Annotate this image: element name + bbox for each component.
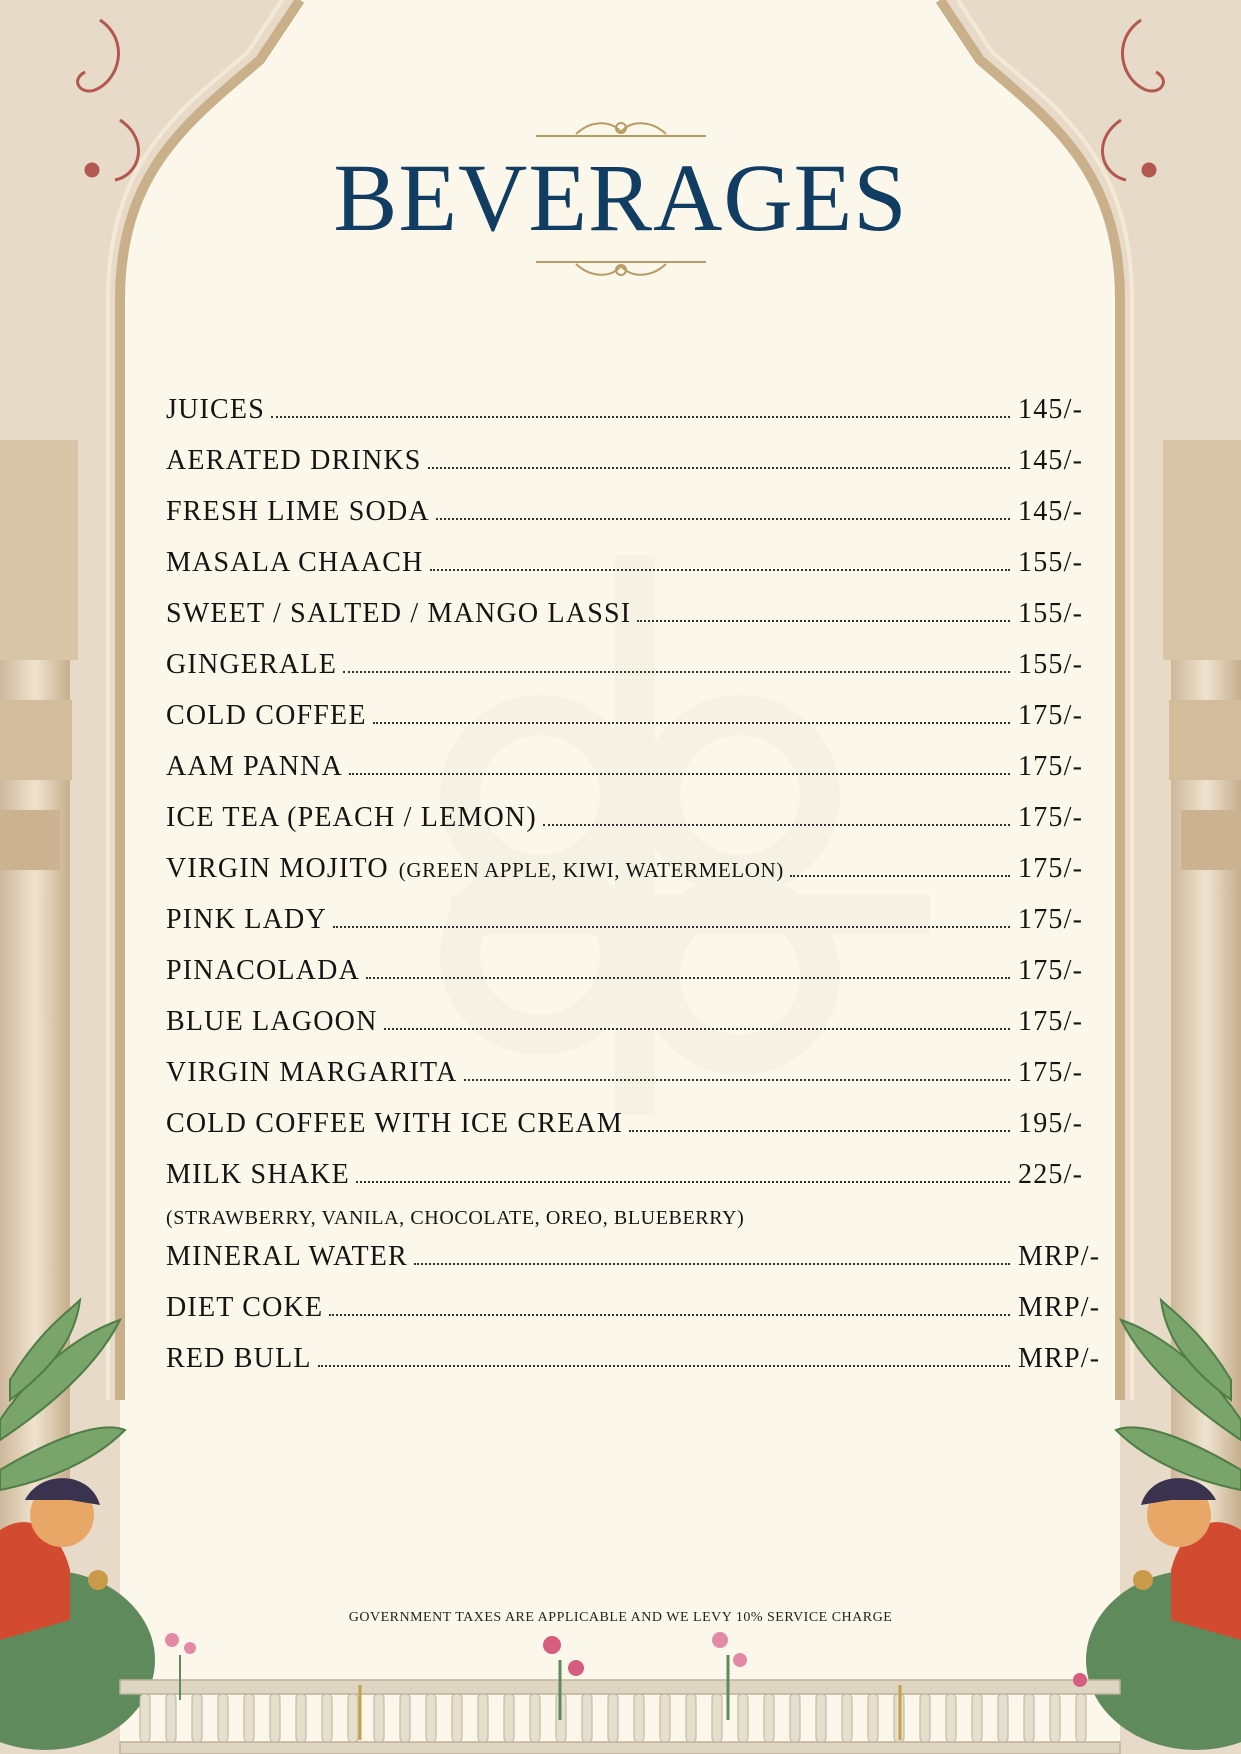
item-name: DIET COKE	[166, 1292, 324, 1323]
item-price: MRP/-	[1018, 1343, 1101, 1374]
item-price: 145/-	[1018, 496, 1084, 527]
dot-leader	[414, 1263, 1010, 1265]
item-price: 175/-	[1018, 802, 1084, 833]
item-name: AERATED DRINKS	[166, 445, 422, 476]
top-flourish-ornament	[536, 118, 706, 142]
menu-item	[166, 1108, 1106, 1159]
menu-item	[166, 853, 1106, 904]
menu-item	[166, 394, 1106, 445]
item-name: COLD COFFEE WITH ICE CREAM	[166, 1108, 623, 1139]
dot-leader	[318, 1365, 1010, 1367]
item-price: 175/-	[1018, 1057, 1084, 1088]
item-price: 175/-	[1018, 853, 1084, 884]
item-price: 155/-	[1018, 598, 1084, 629]
item-name: VIRGIN MARGARITA	[166, 1057, 458, 1088]
dot-leader	[790, 875, 1010, 877]
menu-item	[166, 1006, 1106, 1057]
menu-item	[166, 547, 1106, 598]
item-price: MRP/-	[1018, 1292, 1101, 1323]
menu-item	[166, 1292, 1106, 1343]
dot-leader	[349, 773, 1010, 775]
beverage-list	[166, 394, 1106, 1394]
item-name: JUICES	[166, 394, 265, 425]
item-name: VIRGIN MOJITO	[166, 853, 389, 884]
item-price: 175/-	[1018, 955, 1084, 986]
menu-item	[166, 904, 1106, 955]
item-price: 175/-	[1018, 700, 1084, 731]
menu-item	[166, 1241, 1106, 1292]
item-price: 145/-	[1018, 394, 1084, 425]
item-name: FRESH LIME SODA	[166, 496, 430, 527]
dot-leader	[464, 1079, 1010, 1081]
item-price: 195/-	[1018, 1108, 1084, 1139]
dot-leader	[373, 722, 1010, 724]
item-price: 155/-	[1018, 649, 1084, 680]
item-price: MRP/-	[1018, 1241, 1101, 1272]
menu-item	[166, 496, 1106, 547]
menu-item	[166, 700, 1106, 751]
balusters	[140, 1694, 1086, 1742]
item-name: BLUE LAGOON	[166, 1006, 378, 1037]
dot-leader	[366, 977, 1010, 979]
dot-leader	[629, 1130, 1010, 1132]
dot-leader	[637, 620, 1010, 622]
menu-item	[166, 598, 1106, 649]
item-price: 175/-	[1018, 751, 1084, 782]
item-price: 145/-	[1018, 445, 1084, 476]
dot-leader	[271, 416, 1010, 418]
bottom-flourish-ornament	[536, 256, 706, 280]
menu-item	[166, 1057, 1106, 1108]
dot-leader	[428, 467, 1010, 469]
dot-leader	[430, 569, 1010, 571]
menu-item	[166, 445, 1106, 496]
dot-leader	[333, 926, 1010, 928]
menu-item	[166, 1343, 1106, 1394]
menu-item	[166, 649, 1106, 700]
item-name: COLD COFFEE	[166, 700, 367, 731]
page-title: BEVERAGES	[333, 144, 908, 251]
tax-footer-note: GOVERNMENT TAXES ARE APPLICABLE AND WE LEVY 10% SERVICE CHARGE	[348, 1610, 893, 1625]
item-name: PINK LADY	[166, 904, 327, 935]
menu-item	[166, 802, 1106, 853]
item-name: ICE TEA (PEACH / LEMON)	[166, 802, 537, 833]
item-name: AAM PANNA	[166, 751, 344, 782]
item-name: GINGERALE	[166, 649, 337, 680]
dot-leader	[436, 518, 1010, 520]
menu-item	[166, 1159, 1106, 1241]
dot-leader	[356, 1181, 1010, 1183]
item-name: RED BULL	[166, 1343, 312, 1374]
menu-item	[166, 751, 1106, 802]
dot-leader	[329, 1314, 1010, 1316]
item-price: 175/-	[1018, 1006, 1084, 1037]
title-block	[0, 144, 1241, 251]
item-price: 155/-	[1018, 547, 1084, 578]
dot-leader	[384, 1028, 1010, 1030]
item-name: MINERAL WATER	[166, 1241, 408, 1272]
item-name: MILK SHAKE	[166, 1159, 350, 1190]
item-flavours: (STRAWBERRY, VANILA, CHOCOLATE, OREO, BLUEBERRY)	[166, 1206, 745, 1229]
item-name: SWEET / SALTED / MANGO LASSI	[166, 598, 632, 629]
item-name: MASALA CHAACH	[166, 547, 424, 578]
item-price: 175/-	[1018, 904, 1084, 935]
menu-item	[166, 955, 1106, 1006]
dot-leader	[343, 671, 1010, 673]
item-price: 225/-	[1018, 1159, 1084, 1190]
item-name: PINACOLADA	[166, 955, 360, 986]
item-flavours: (GREEN APPLE, KIWI, WATERMELON)	[398, 858, 784, 882]
dot-leader	[543, 824, 1010, 826]
